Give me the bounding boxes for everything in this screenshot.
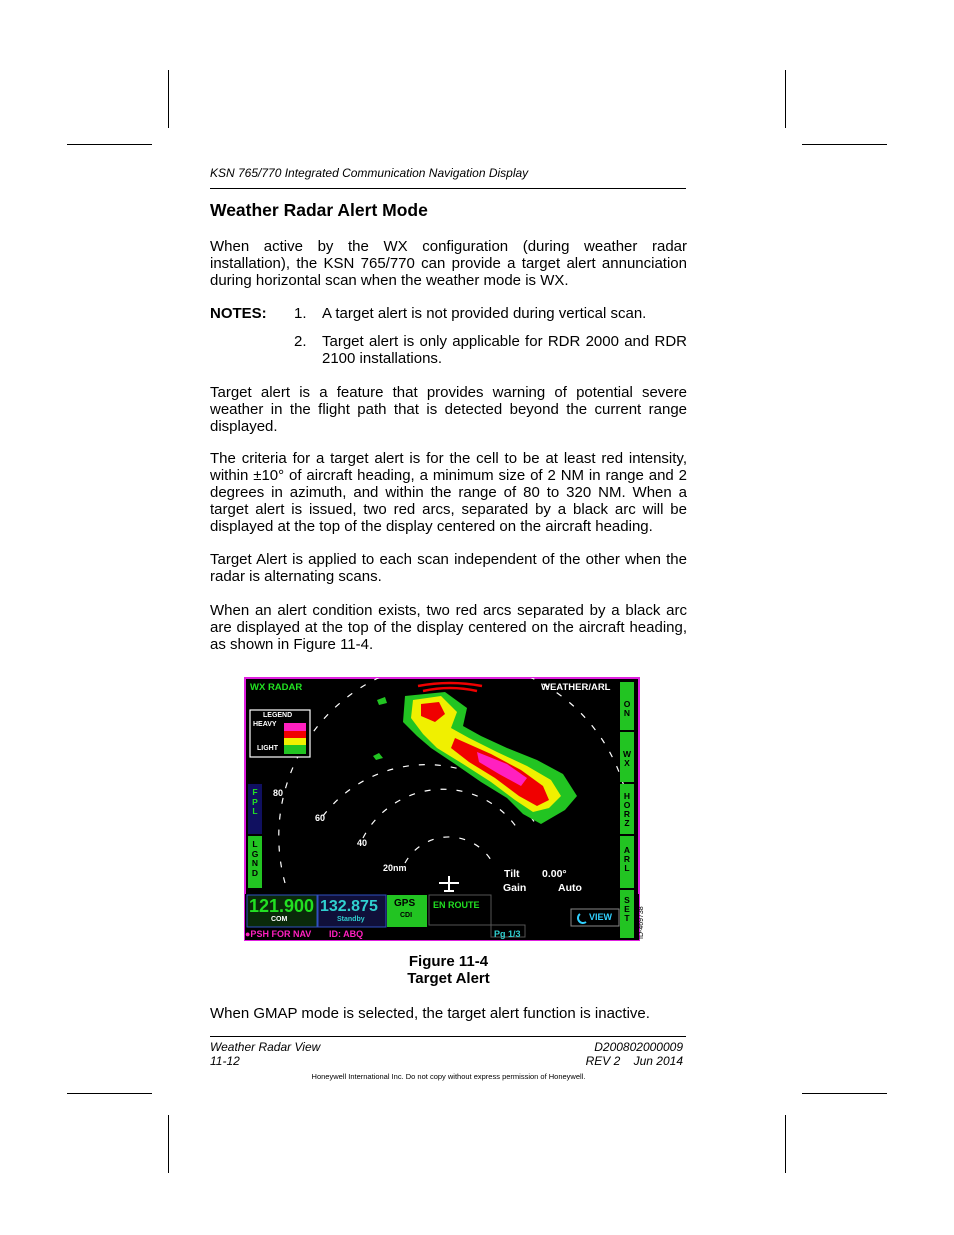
standby-label: Standby: [337, 916, 365, 923]
footer-page-number: 11-12: [210, 1054, 240, 1068]
crop-mark: [67, 1093, 152, 1094]
status-id: ID: ABQ: [329, 929, 364, 939]
legend-heavy: HEAVY: [253, 721, 277, 728]
flight-phase: EN ROUTE: [433, 900, 480, 910]
softkey-label: H O R Z: [623, 791, 631, 828]
legend-title: LEGEND: [263, 712, 293, 719]
intro-paragraph: When active by the WX configuration (during weather radar installation), the KSN 765/770 can provide a target alert annunciation during horizontal scan when the weather mode is WX.: [210, 238, 687, 289]
softkey-wx[interactable]: [620, 732, 634, 782]
softkey-lgnd[interactable]: [248, 836, 262, 888]
range-label-60: 60: [315, 813, 326, 823]
softkey-set[interactable]: [620, 890, 634, 938]
body-paragraph: Target Alert is applied to each scan independent of the other when the radar is alternating scans.: [210, 551, 687, 585]
softkey-label: W X: [622, 749, 632, 768]
note-text: A target alert is not provided during vertical scan.: [322, 305, 647, 322]
figure-caption: Target Alert: [407, 970, 490, 987]
range-label-80: 80: [273, 788, 284, 798]
aircraft-icon: [439, 876, 459, 892]
target-alert-arc-outer: [418, 683, 482, 686]
note-number: 2.: [294, 333, 307, 350]
softkey-fpl[interactable]: [248, 784, 262, 834]
crop-mark: [802, 1093, 887, 1094]
range-label-40: 40: [357, 838, 368, 848]
body-paragraph: Target alert is a feature that provides warning of potential severe weather in the flight path that is detected beyond the current range displayed.: [210, 384, 687, 435]
weather-speck: [373, 753, 383, 760]
com-standby-frequency[interactable]: 132.875: [320, 898, 378, 915]
radar-title: WX RADAR: [250, 682, 303, 693]
closing-paragraph: When GMAP mode is selected, the target alert function is inactive.: [210, 1005, 650, 1022]
nav-source-sub: CDI: [400, 912, 413, 919]
image-id: ID-469738: [638, 906, 645, 939]
figure-number: Figure 11‑4: [408, 953, 489, 970]
softkey-label: L G N D: [251, 839, 259, 878]
tilt-value: 0.00°: [542, 868, 567, 880]
view-button[interactable]: VIEW: [589, 912, 613, 922]
range-label-20: 20nm: [383, 863, 407, 873]
footer-section: Weather Radar View: [210, 1040, 321, 1054]
status-prompt: ●PSH FOR NAV: [245, 929, 312, 939]
crop-mark: [785, 1115, 786, 1173]
header-rule: [210, 188, 686, 189]
copyright-notice: Honeywell International Inc. Do not copy without express permission of Honeywell.: [311, 1072, 586, 1081]
range-arc-40: [363, 789, 517, 838]
running-header: KSN 765/770 Integrated Communication Navigation Display: [210, 166, 529, 180]
com-label: COM: [271, 916, 288, 923]
softkey-label: F P L: [252, 787, 258, 816]
com-active-frequency[interactable]: 121.900: [249, 896, 315, 916]
crop-mark: [67, 144, 152, 145]
crop-mark: [802, 144, 887, 145]
softkey-label: O N: [623, 699, 631, 718]
nav-source[interactable]: GPS: [394, 898, 416, 909]
body-paragraph: The criteria for a target alert is for the cell to be at least red intensity, within ±10° of aircraft heading, a minimum size of 2 NM in range and 2 degrees in azimuth, and within the range of 80 to 320 NM. When a target alert is issued, two red arcs, separated by a black arc will be displayed at the top of the display centered on the aircraft heading.: [210, 450, 687, 535]
softkey-label: S E T: [624, 895, 630, 923]
page-indicator[interactable]: Pg 1/3: [494, 929, 521, 939]
footer-revision: REV 2 Jun 2014: [585, 1054, 683, 1068]
body-paragraph: When an alert condition exists, two red arcs separated by a black arc are displayed at the top of the display centered on the aircraft heading, as shown in Figure 11‑4.: [210, 602, 687, 653]
legend-light: LIGHT: [257, 745, 278, 752]
gain-value: Auto: [558, 882, 582, 894]
note-text: Target alert is only applicable for RDR 2000 and RDR 2100 installations.: [322, 333, 687, 367]
section-title: Weather Radar Alert Mode: [210, 200, 428, 220]
gain-label: Gain: [503, 882, 527, 894]
softkey-horz[interactable]: [620, 784, 634, 834]
tilt-label: Tilt: [504, 868, 520, 880]
range-arc-20: [405, 837, 491, 863]
footer-doc-number: D200802000009: [594, 1040, 683, 1054]
footer-rule: [210, 1036, 686, 1037]
notes-label: NOTES:: [210, 305, 267, 322]
note-number: 1.: [294, 305, 307, 322]
crop-mark: [785, 70, 786, 128]
target-alert-arc-inner: [423, 688, 477, 691]
crop-mark: [168, 1115, 169, 1173]
crop-mark: [168, 70, 169, 128]
softkey-arl[interactable]: [620, 836, 634, 888]
radar-mode: WEATHER/ARL: [541, 682, 611, 693]
softkey-on[interactable]: [620, 682, 634, 730]
weather-radar-display: [245, 678, 639, 940]
softkey-label: A R L: [623, 845, 631, 873]
weather-speck: [377, 697, 387, 705]
